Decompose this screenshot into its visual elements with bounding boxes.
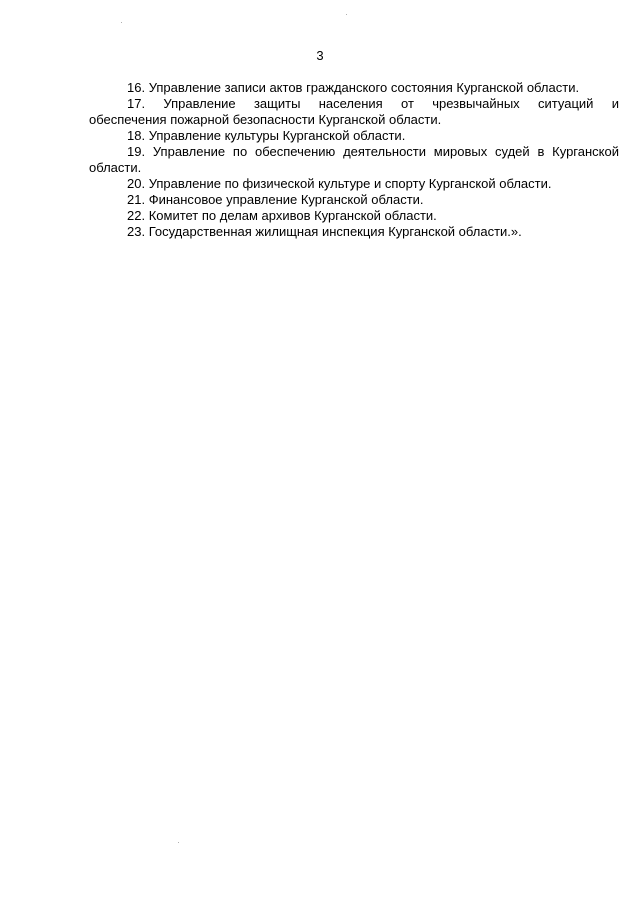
list-item (89, 176, 619, 192)
item-text: Управление записи актов гражданского состояния Курганской области. (148, 80, 580, 95)
item-number: 16. (127, 80, 146, 95)
item-number: 19. (127, 144, 146, 159)
numbered-list (89, 80, 619, 240)
item-number: 22. (127, 208, 146, 223)
list-item (89, 224, 619, 240)
scan-speck (121, 22, 122, 23)
item-number: 21. (127, 192, 146, 207)
item-text: Управление защиты населения от чрезвычайных ситуаций и (163, 96, 619, 111)
item-text: Комитет по делам архивов Курганской области. (148, 208, 437, 223)
page-number: 3 (316, 48, 324, 63)
list-item (89, 128, 619, 144)
list-item-continuation (89, 112, 619, 128)
scan-speck (178, 842, 179, 843)
item-text: Управление культуры Курганской области. (148, 128, 406, 143)
list-item-continuation (89, 160, 619, 176)
item-number: 23. (127, 224, 146, 239)
item-text: Управление по обеспечению деятельности мировых судей в Курганской (152, 144, 619, 159)
list-item (89, 144, 619, 160)
item-number: 18. (127, 128, 146, 143)
item-text-continuation: обеспечения пожарной безопасности Курганской области. (89, 112, 442, 127)
item-text-continuation: области. (89, 160, 142, 175)
item-number: 17. (127, 96, 146, 111)
list-item (89, 208, 619, 224)
list-item (89, 96, 619, 112)
list-item (89, 80, 619, 96)
item-number: 20. (127, 176, 146, 191)
item-text: Управление по физической культуре и спорту Курганской области. (148, 176, 552, 191)
item-text: Государственная жилищная инспекция Курганской области.». (148, 224, 522, 239)
item-text: Финансовое управление Курганской области. (148, 192, 424, 207)
scan-speck (346, 14, 347, 15)
list-item (89, 192, 619, 208)
